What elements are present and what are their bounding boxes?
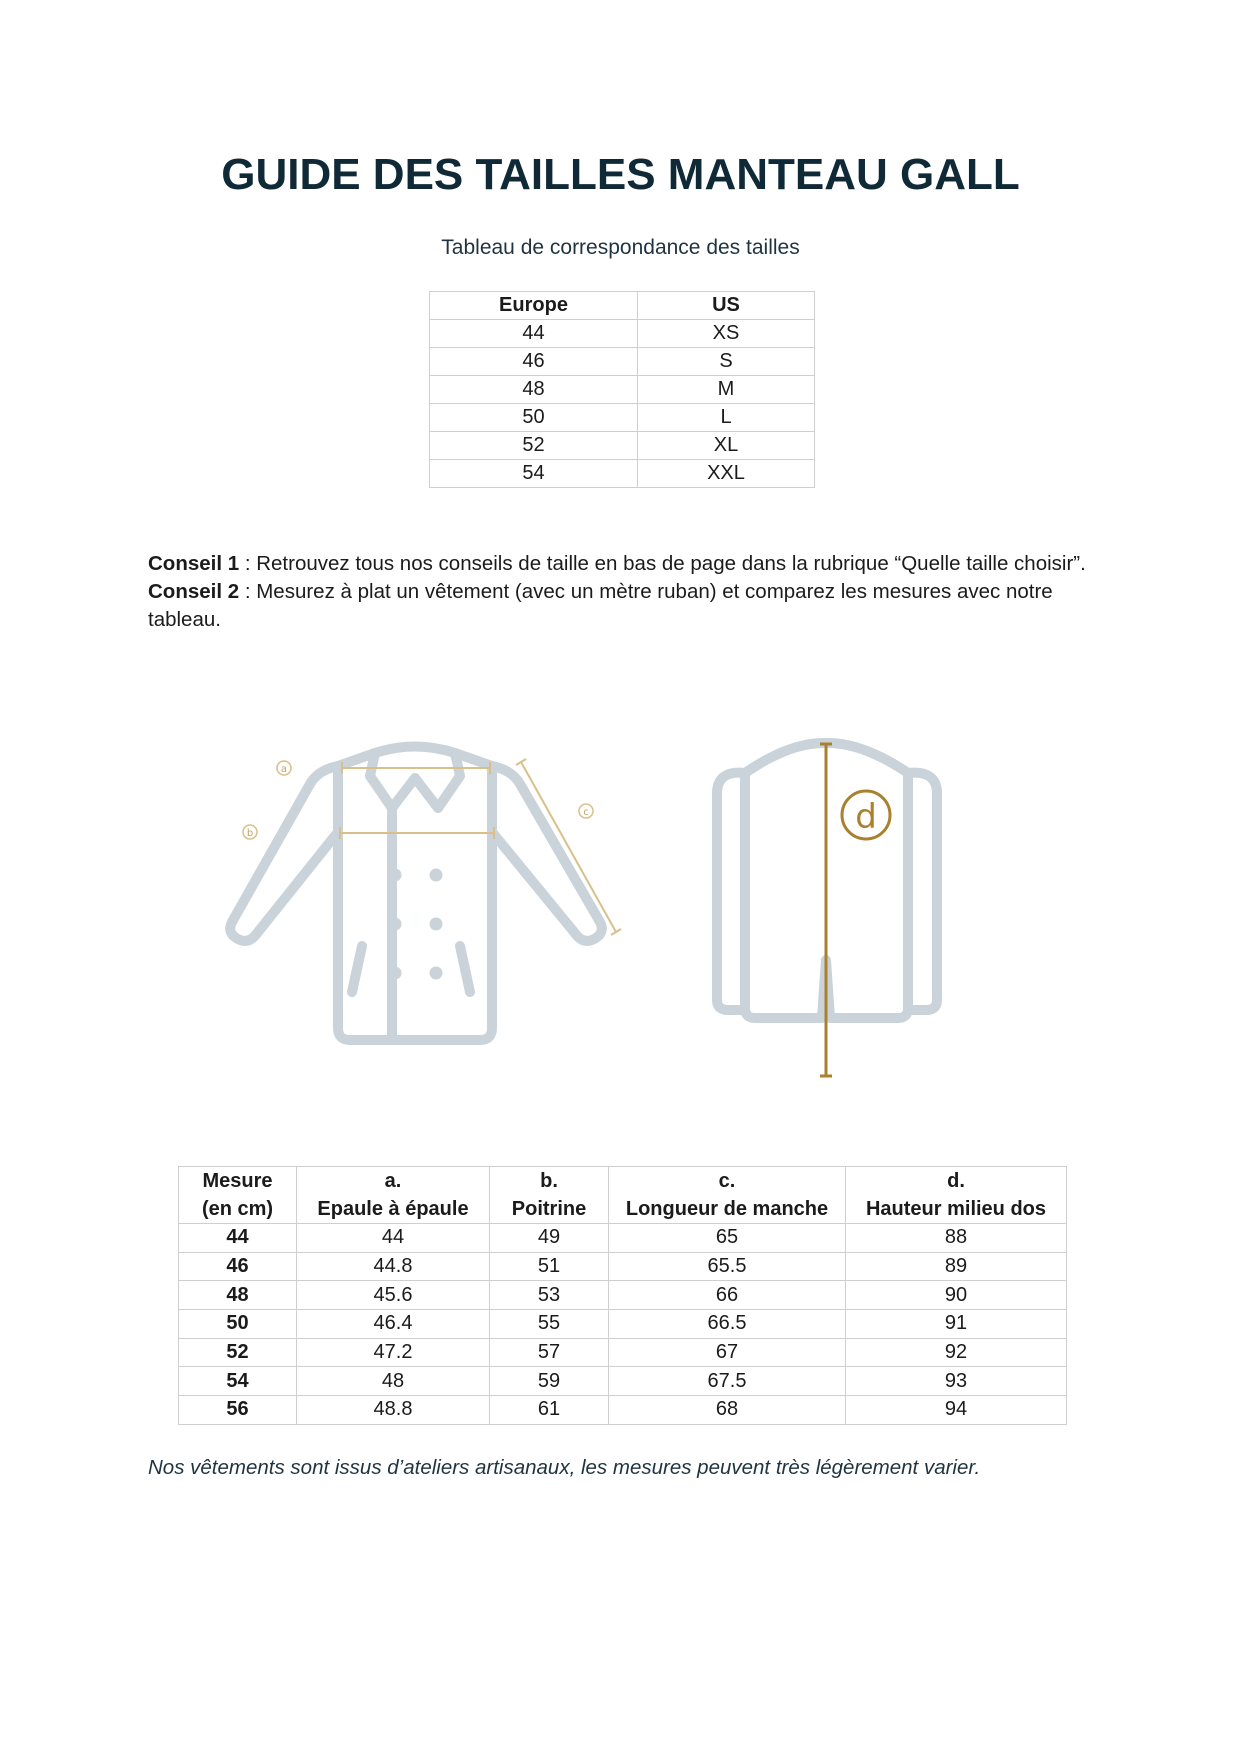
sizing-tips [148,550,1088,634]
tip-text: : Mesurez à plat un vêtement (avec un mètre ruban) et comparez les mesures avec notre tableau. [148,580,1053,631]
cell-shoulder: 44.8 [297,1252,490,1281]
cell-sleeve: 67.5 [609,1367,846,1396]
cell-us: L [638,404,815,432]
table-row [179,1338,1067,1367]
header-europe: Europe [430,292,638,320]
cell-sleeve: 66.5 [609,1310,846,1339]
svg-text:a: a [280,764,288,775]
table-row [430,460,815,488]
header-shoulder: a. Epaule à épaule [297,1167,490,1224]
tip-2 [148,578,1088,634]
table-row [430,376,815,404]
table-row [179,1224,1067,1253]
cell-back-length: 94 [846,1396,1067,1425]
cell-size: 50 [179,1310,297,1339]
cell-back-length: 89 [846,1252,1067,1281]
table-row [430,404,815,432]
cell-sleeve: 65 [609,1224,846,1253]
cell-us: S [638,348,815,376]
header-measure: Mesure (en cm) [179,1167,297,1224]
cell-europe: 48 [430,376,638,404]
header-sleeve: c. Longueur de manche [609,1167,846,1224]
cell-us: XL [638,432,815,460]
cell-back-length: 93 [846,1367,1067,1396]
header-back-length: d. Hauteur milieu dos [846,1167,1067,1224]
cell-us: M [638,376,815,404]
cell-size: 46 [179,1252,297,1281]
footnote: Nos vêtements sont issus d’ateliers artisanaux, les mesures peuvent très légèrement varier. [148,1456,981,1479]
cell-sleeve: 66 [609,1281,846,1310]
cell-sleeve: 65.5 [609,1252,846,1281]
cell-europe: 54 [430,460,638,488]
tip-1 [148,550,1088,578]
cell-chest: 59 [490,1367,609,1396]
cell-chest: 57 [490,1338,609,1367]
table-row [179,1281,1067,1310]
cell-chest: 55 [490,1310,609,1339]
cell-size: 48 [179,1281,297,1310]
cell-back-length: 88 [846,1224,1067,1253]
header-us: US [638,292,815,320]
table-row [430,320,815,348]
cell-size: 52 [179,1338,297,1367]
cell-chest: 53 [490,1281,609,1310]
back-measure-line [820,744,832,1076]
cell-shoulder: 44 [297,1224,490,1253]
cell-back-length: 92 [846,1338,1067,1367]
cell-europe: 44 [430,320,638,348]
header-chest: b. Poitrine [490,1167,609,1224]
table-row [179,1367,1067,1396]
cell-back-length: 90 [846,1281,1067,1310]
table-row [179,1310,1067,1339]
svg-text:c: c [583,807,589,818]
marker-c [579,804,593,818]
cell-chest: 49 [490,1224,609,1253]
cell-shoulder: 47.2 [297,1338,490,1367]
measurements-table [178,1166,1067,1425]
marker-b [243,825,257,839]
coat-front-icon [230,747,602,1041]
table-row [430,432,815,460]
cell-sleeve: 67 [609,1338,846,1367]
cell-size: 56 [179,1396,297,1425]
cell-europe: 50 [430,404,638,432]
coat-illustration [0,700,1241,1100]
cell-shoulder: 45.6 [297,1281,490,1310]
page-subtitle: Tableau de correspondance des tailles [441,236,800,259]
cell-shoulder: 46.4 [297,1310,490,1339]
cell-chest: 61 [490,1396,609,1425]
cell-us: XXL [638,460,815,488]
tip-label: Conseil 2 [148,580,240,603]
cell-size: 44 [179,1224,297,1253]
cell-shoulder: 48 [297,1367,490,1396]
marker-a [277,761,291,775]
cell-back-length: 91 [846,1310,1067,1339]
table-header-row [179,1167,1067,1224]
table-row [179,1396,1067,1425]
cell-sleeve: 68 [609,1396,846,1425]
size-correspondence-table [429,291,815,488]
cell-shoulder: 48.8 [297,1396,490,1425]
cell-europe: 52 [430,432,638,460]
svg-text:b: b [246,828,254,839]
table-row [179,1252,1067,1281]
cell-size: 54 [179,1367,297,1396]
cell-us: XS [638,320,815,348]
table-row [430,348,815,376]
cell-europe: 46 [430,348,638,376]
tip-text: : Retrouvez tous nos conseils de taille en bas de page dans la rubrique “Quelle taille choisir”. [239,552,1086,575]
svg-text:d: d [855,797,877,837]
cell-chest: 51 [490,1252,609,1281]
page-title: GUIDE DES TAILLES MANTEAU GALL [221,150,1020,199]
marker-d [842,791,890,839]
tip-label: Conseil 1 [148,552,240,575]
table-header-row [430,292,815,320]
